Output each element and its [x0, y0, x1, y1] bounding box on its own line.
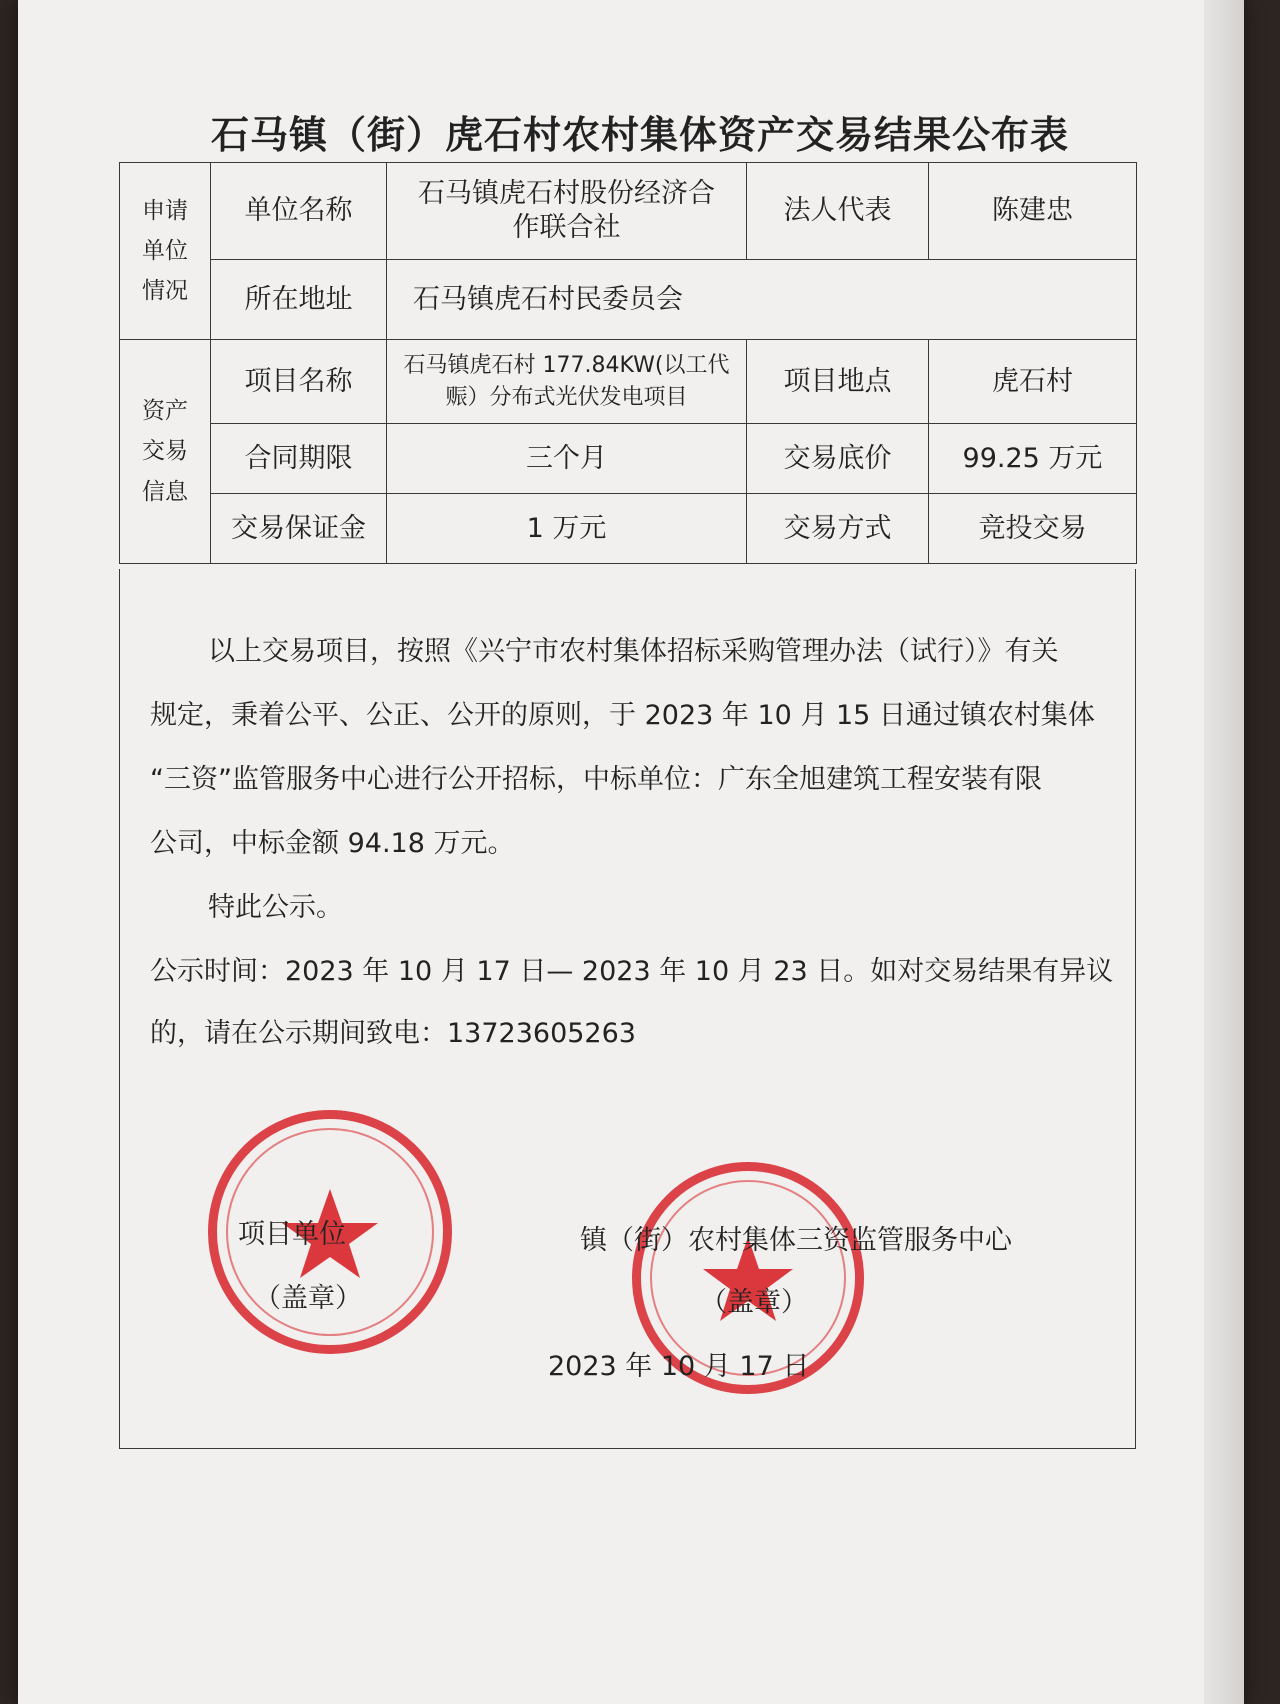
- left-unit-label: 项目单位: [238, 1219, 346, 1250]
- body-line: 规定，秉着公平、公正、公开的原则，于 2023 年 10 月 15 日通过镇农村集体: [150, 700, 1095, 731]
- project-location-value: 虎石村: [929, 340, 1137, 424]
- deposit-label: 交易保证金: [211, 494, 387, 564]
- info-table: [119, 162, 1137, 564]
- legal-rep-value: 陈建忠: [929, 163, 1137, 260]
- reserve-price-value: 99.25 万元: [929, 424, 1137, 494]
- table-row: [120, 494, 1137, 564]
- signature-date: 2023 年 10 月 17 日: [548, 1351, 810, 1382]
- period-line: 公示时间：2023 年 10 月 17 日— 2023 年 10 月 23 日。如对交易结果有异议: [150, 956, 1114, 987]
- table-row: [120, 340, 1137, 424]
- address-label: 所在地址: [211, 260, 387, 340]
- body-line: 公司，中标金额 94.18 万元。: [150, 828, 515, 859]
- right-unit-label: 镇（街）农村集体三资监管服务中心: [580, 1225, 1012, 1256]
- body-line: 以上交易项目，按照《兴宁市农村集体招标采购管理办法（试行）》有关: [208, 636, 1059, 667]
- applicant-group-label: 申请 单位 情况: [120, 163, 211, 340]
- left-seal-label: （盖章）: [254, 1283, 362, 1314]
- period-line: 的，请在公示期间致电：13723605263: [150, 1018, 636, 1049]
- contract-term-label: 合同期限: [211, 424, 387, 494]
- deposit-value: 1 万元: [387, 494, 747, 564]
- unit-name-label: 单位名称: [211, 163, 387, 260]
- table-row: [120, 260, 1137, 340]
- project-location-label: 项目地点: [747, 340, 929, 424]
- notice-text: 特此公示。: [208, 892, 343, 923]
- body-line: “三资”监管服务中心进行公开招标，中标单位：广东全旭建筑工程安装有限: [150, 764, 1042, 795]
- asset-group-label: 资产 交易 信息: [120, 340, 211, 564]
- address-value: 石马镇虎石村民委员会: [387, 260, 1137, 340]
- reserve-price-label: 交易底价: [747, 424, 929, 494]
- right-seal-label: （盖章）: [700, 1287, 808, 1318]
- unit-name-value: 石马镇虎石村股份经济合 作联合社: [387, 163, 747, 260]
- method-label: 交易方式: [747, 494, 929, 564]
- table-row: [120, 424, 1137, 494]
- paper-edge: [1204, 0, 1244, 1704]
- method-value: 竞投交易: [929, 494, 1137, 564]
- contract-term-value: 三个月: [387, 424, 747, 494]
- legal-rep-label: 法人代表: [747, 163, 929, 260]
- document-title: 石马镇（街）虎石村农村集体资产交易结果公布表: [210, 113, 1069, 157]
- project-name-label: 项目名称: [211, 340, 387, 424]
- project-name-value: 石马镇虎石村 177.84KW(以工代 赈）分布式光伏发电项目: [387, 340, 747, 424]
- table-row: [120, 163, 1137, 260]
